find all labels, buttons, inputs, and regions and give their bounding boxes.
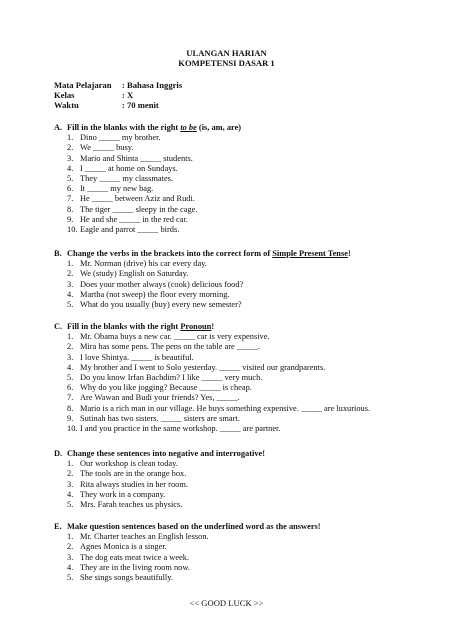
question-item: 5. She sings songs beautifully. <box>67 573 173 583</box>
heading-text-end: ! <box>211 322 215 331</box>
question-item: 5. What do you usually (buy) every new semester? <box>67 300 242 310</box>
meta-subject <box>54 80 182 90</box>
question-item: 5. Do you know Irfan Bachdim? I like _____ very much. <box>67 373 263 383</box>
question-item: 9. He and she _____ in the red car. <box>67 214 188 224</box>
footer-good-luck: << GOOD LUCK >> <box>189 598 264 608</box>
question-item: 4. My brother and I went to Solo yesterday. _____ visited our grandparents. <box>67 362 326 372</box>
question-item: 4. They work in a company. <box>67 489 166 499</box>
exam-title: ULANGAN HARIAN <box>186 48 267 58</box>
meta-time <box>54 100 159 110</box>
heading-text: Fill in the blanks with the right <box>67 123 181 132</box>
section-letter: B. <box>54 249 62 258</box>
section-letter: A. <box>54 123 63 132</box>
question-list <box>54 259 449 310</box>
section-heading <box>54 249 449 259</box>
heading-text: Make question sentences based on the underlined word as the answers! <box>67 522 321 531</box>
section-letter: D. <box>54 449 63 458</box>
question-item: 1. Mr. Obama buys a new car. _____ car is very expensive. <box>67 332 270 342</box>
heading-emphasis: Simple Present Tense <box>272 249 348 258</box>
question-item: 2. Agnes Monica is a singer. <box>67 542 167 552</box>
meta-key: Waktu <box>54 100 79 110</box>
question-item: 7. Are Wawan and Budi your friends? Yes, _____. <box>67 393 240 403</box>
question-item: 9. Sutinah has two sisters. _____ sisters are smart. <box>67 413 240 423</box>
question-item: 2. We _____ busy. <box>67 143 134 153</box>
section-heading <box>54 123 449 133</box>
meta-key: Mata Pelajaran <box>54 80 112 90</box>
question-item: 7. He _____ between Aziz and Rudi. <box>67 194 195 204</box>
question-item: 2. We (study) English on Saturday. <box>67 269 189 279</box>
question-item: 4. I _____ at home on Sundays. <box>67 163 178 173</box>
meta-value: : Bahasa Inggris <box>122 80 183 90</box>
meta-value: : 70 menit <box>122 100 159 110</box>
question-item: 3. The dog eats meat twice a week. <box>67 552 190 562</box>
section-heading <box>54 449 449 459</box>
heading-emphasis: to be <box>180 123 197 132</box>
meta-value: : X <box>122 90 134 100</box>
section-a <box>54 123 449 235</box>
question-item: 10. Eagle and parrot _____ birds. <box>67 225 180 235</box>
heading-text: Fill in the blanks with the right <box>67 322 181 331</box>
meta-key: Kelas <box>54 90 75 100</box>
exam-subtitle: KOMPETENSI DASAR 1 <box>178 58 275 68</box>
question-item: 1. Dino _____ my brother. <box>67 133 161 143</box>
section-d <box>54 449 449 510</box>
question-item: 1. Mr. Charter teaches an English lesson. <box>67 532 209 542</box>
section-b <box>54 249 449 310</box>
question-item: 6. Why do you like jogging? Because _____ is cheap. <box>67 383 252 393</box>
question-item: 8. The tiger _____ sleepy in the cage. <box>67 204 198 214</box>
question-item: 4. They are in the living room now. <box>67 562 190 572</box>
question-list <box>54 459 449 510</box>
heading-text: Change the verbs in the brackets into the correct form of <box>67 249 273 258</box>
question-item: 3. Rita always studies in her room. <box>67 479 188 489</box>
question-list <box>54 332 449 434</box>
question-list <box>54 532 449 583</box>
section-heading <box>54 522 449 532</box>
question-item: 2. Mira has some pens. The pens on the table are _____. <box>67 342 260 352</box>
question-item: 8. Mario is a rich man in our village. He buys something expensive. _____ are luxurious. <box>67 403 371 413</box>
heading-text-end: (is, am, are) <box>196 123 242 132</box>
question-item: 2. The tools are in the orange box. <box>67 469 187 479</box>
question-item: 3. Mario and Shinta _____ students. <box>67 153 193 163</box>
heading-text: Change these sentences into negative and interrogative! <box>67 449 266 458</box>
meta-class <box>54 90 133 100</box>
section-heading <box>54 322 449 332</box>
question-item: 5. They _____ my classmates. <box>67 174 174 184</box>
question-item: 1. Mr. Norman (drive) his car every day. <box>67 259 207 269</box>
question-item: 5. Mrs. Farah teaches us physics. <box>67 500 183 510</box>
question-item: 3. I love Shintya. _____ is beautiful. <box>67 352 194 362</box>
heading-text-end: ! <box>347 249 351 258</box>
question-item: 4. Martha (not sweep) the floor every morning. <box>67 289 230 299</box>
section-letter: C. <box>54 322 63 331</box>
heading-emphasis: Pronoun <box>180 322 212 331</box>
section-c <box>54 322 449 434</box>
question-item: 6. It _____ my new bag. <box>67 184 154 194</box>
question-item: 10. I and you practice in the same workshop. _____ are partner. <box>67 424 281 434</box>
question-list <box>54 133 449 235</box>
section-e <box>54 522 449 583</box>
question-item: 1. Our workshop is clean today. <box>67 459 178 469</box>
question-item: 3. Does your mother always (cook) delicious food? <box>67 279 244 289</box>
section-letter: E. <box>54 522 62 531</box>
